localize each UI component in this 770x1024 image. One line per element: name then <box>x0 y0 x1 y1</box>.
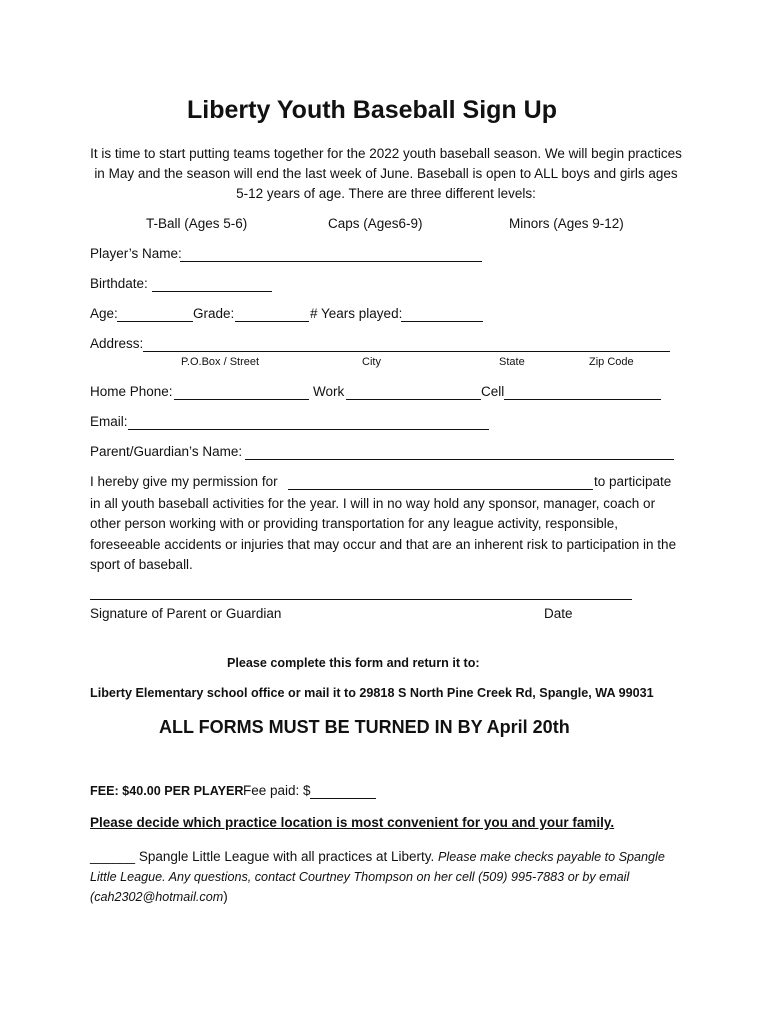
level-minors: Minors (Ages 9-12) <box>509 216 624 231</box>
address-label: Address: <box>90 336 144 351</box>
practice-option-blank[interactable]: ______ <box>90 849 136 864</box>
work-phone-field[interactable] <box>346 385 481 400</box>
age-label: Age: <box>90 306 118 321</box>
years-played-label: # Years played: <box>310 306 403 321</box>
fee-label: FEE: $40.00 PER PLAYER <box>90 784 244 798</box>
practice-option-note: Please make checks payable to Spangle Little League. Any questions, contact Courtney Thompson on her cell (509) 995-7883 or by email (cah2302@hotmail.com <box>90 850 665 904</box>
return-address: Liberty Elementary school office or mail it to 29818 S North Pine Creek Rd, Spangle, WA 99031 <box>90 686 654 700</box>
birthdate-field[interactable] <box>152 277 272 292</box>
fee-paid-field[interactable] <box>310 784 376 799</box>
player-name-field[interactable] <box>180 247 482 262</box>
address-sub-zip: Zip Code <box>589 356 634 368</box>
work-phone-label: Work <box>313 384 345 399</box>
level-tball: T-Ball (Ages 5-6) <box>146 216 248 231</box>
fee-paid-label: Fee paid: $ <box>243 783 311 798</box>
home-phone-label: Home Phone: <box>90 384 173 399</box>
practice-option-text: Spangle Little League with all practices at Liberty. <box>138 849 435 864</box>
return-heading: Please complete this form and return it to: <box>227 656 480 670</box>
email-field[interactable] <box>128 415 489 430</box>
date-label: Date <box>544 606 573 621</box>
email-label: Email: <box>90 414 128 429</box>
age-field[interactable] <box>117 307 193 322</box>
practice-heading: Please decide which practice location is most convenient for you and your family. <box>90 815 615 830</box>
years-played-field[interactable] <box>401 307 483 322</box>
guardian-name-field[interactable] <box>245 445 674 460</box>
intro-paragraph: It is time to start putting teams together for the 2022 youth baseball season. We will begin practices in May and the season will end the last week of June. Baseball is open to ALL boys and girls ages 5-12 years of age. There are three different levels: <box>90 146 682 201</box>
address-field[interactable] <box>143 337 670 352</box>
signature-line[interactable] <box>90 599 632 600</box>
permission-tail: to participate <box>594 474 672 489</box>
birthdate-label: Birthdate: <box>90 276 148 291</box>
permission-text: in all youth baseball activities for the year. I will in no way hold any sponsor, manager, coach or other person working with or providing transportation for any league activity, responsible, foreseeable accidents or injuries that may occur and that are an inherent risk to participation in the sport of baseball. <box>90 496 677 572</box>
permission-lead: I hereby give my permission for <box>90 474 278 489</box>
cell-phone-label: Cell <box>481 384 505 399</box>
grade-field[interactable] <box>235 307 309 322</box>
closing-paren: ) <box>223 889 228 904</box>
home-phone-field[interactable] <box>174 385 309 400</box>
guardian-name-label: Parent/Guardian’s Name: <box>90 444 243 459</box>
form-title: Liberty Youth Baseball Sign Up <box>187 96 557 124</box>
address-sub-state: State <box>499 356 525 368</box>
signature-label: Signature of Parent or Guardian <box>90 606 282 621</box>
cell-phone-field[interactable] <box>504 385 661 400</box>
address-sub-street: P.O.Box / Street <box>181 356 260 368</box>
practice-option <box>90 847 690 907</box>
deadline-notice: ALL FORMS MUST BE TURNED IN BY April 20th <box>159 717 570 737</box>
permission-player-field[interactable] <box>288 475 593 490</box>
level-caps: Caps (Ages6-9) <box>328 216 423 231</box>
address-sub-city: City <box>362 356 381 368</box>
player-name-label: Player’s Name: <box>90 246 182 261</box>
grade-label: Grade: <box>193 306 235 321</box>
